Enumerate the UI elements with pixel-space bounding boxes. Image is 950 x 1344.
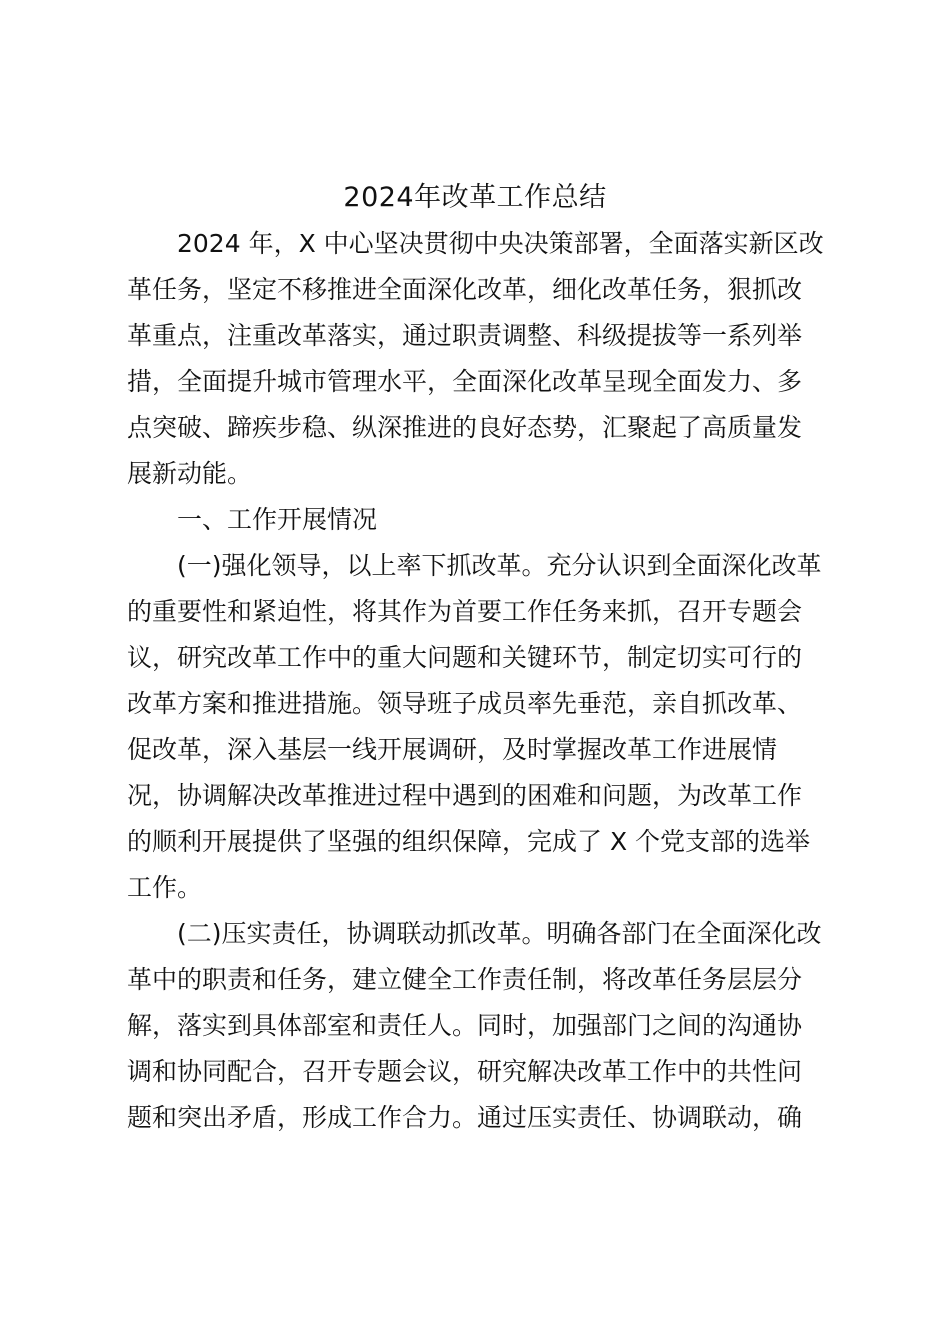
body-line: 革中的职责和任务，建立健全工作责任制，将改革任务层层分 [127, 965, 803, 994]
body-line: 措，全面提升城市管理水平，全面深化改革呈现全面发力、多 [127, 367, 803, 396]
body-line: 题和突出矛盾，形成工作合力。通过压实责任、协调联动，确 [127, 1103, 803, 1132]
body-line: 改革方案和推进措施。领导班子成员率先垂范，亲自抓改革、 [127, 689, 803, 718]
body-line: 解，落实到具体部室和责任人。同时，加强部门之间的沟通协 [127, 1011, 803, 1040]
body-line: 革任务，坚定不移推进全面深化改革，细化改革任务，狠抓改 [127, 275, 803, 304]
body-line: 2024 年，X 中心坚决贯彻中央决策部署，全面落实新区改 [177, 229, 824, 258]
document-title: 2024年改革工作总结 [343, 182, 607, 213]
body-line: 的顺利开展提供了坚强的组织保障，完成了 X 个党支部的选举 [127, 827, 811, 856]
body-line: 的重要性和紧迫性，将其作为首要工作任务来抓，召开专题会 [127, 597, 803, 626]
body-line: (一)强化领导，以上率下抓改革。充分认识到全面深化改革 [177, 551, 822, 580]
body-line: 革重点，注重改革落实，通过职责调整、科级提拔等一系列举 [127, 321, 803, 350]
body-line: (二)压实责任，协调联动抓改革。明确各部门在全面深化改 [177, 919, 822, 948]
body-line: 点突破、蹄疾步稳、纵深推进的良好态势，汇聚起了高质量发 [127, 413, 803, 442]
body-line: 议，研究改革工作中的重大问题和关键环节，制定切实可行的 [127, 643, 803, 672]
body-line: 调和协同配合，召开专题会议，研究解决改革工作中的共性问 [127, 1057, 803, 1086]
body-line: 促改革，深入基层一线开展调研，及时掌握改革工作进展情 [127, 735, 778, 764]
section-heading: 一、工作开展情况 [177, 505, 378, 534]
body-line: 况，协调解决改革推进过程中遇到的困难和问题，为改革工作 [127, 781, 803, 810]
body-line: 展新动能。 [127, 459, 253, 488]
body-line: 工作。 [127, 873, 203, 902]
